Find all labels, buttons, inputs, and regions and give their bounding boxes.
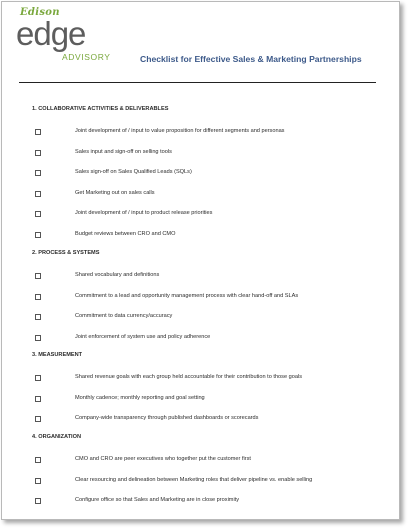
checkbox[interactable] <box>35 498 41 504</box>
checkbox[interactable] <box>35 129 41 135</box>
checklist-item: CMO and CRO are peer executives who together put the customer first <box>75 456 251 462</box>
checkbox[interactable] <box>35 478 41 484</box>
checkbox[interactable] <box>35 457 41 463</box>
checkbox[interactable] <box>35 232 41 238</box>
page-title: Checklist for Effective Sales & Marketing Partnerships <box>140 54 362 64</box>
checklist-item: Company-wide transparency through published dashboards or scorecards <box>75 415 259 422</box>
checkbox[interactable] <box>35 170 41 176</box>
logo-script: Edison <box>20 7 60 18</box>
checklist-item: Sales sign-off on Sales Qualified Leads (SQLs) <box>75 169 192 176</box>
checkbox[interactable] <box>35 273 41 279</box>
checkbox[interactable] <box>35 211 41 217</box>
checkbox[interactable] <box>35 150 41 156</box>
checkbox[interactable] <box>35 294 41 300</box>
checkbox[interactable] <box>35 396 41 402</box>
checklist-page <box>1 1 400 520</box>
logo-wordmark: edge <box>16 15 86 52</box>
section-title: 3. MEASUREMENT <box>32 352 83 358</box>
checkbox[interactable] <box>35 416 41 422</box>
checkbox[interactable] <box>35 335 41 341</box>
checklist-item: Budget reviews between CRO and CMO <box>75 231 176 237</box>
checklist-item: Shared vocabulary and definitions <box>75 272 160 278</box>
checklist-item: Configure office so that Sales and Marketing are in close proximity <box>75 497 240 504</box>
checklist-item: Clear resourcing and delineation between Marketing roles that deliver pipeline vs. enable selling <box>75 476 313 483</box>
logo-tagline: ADVISORY <box>62 52 111 62</box>
section-title: 4. ORGANIZATION <box>32 434 81 440</box>
checkbox[interactable] <box>35 191 41 197</box>
checklist-item: Joint development of / input to product release priorities <box>75 210 213 217</box>
section-title: 2. PROCESS & SYSTEMS <box>32 250 100 256</box>
checklist-item: Commitment to a lead and opportunity management process with clear hand-off and SLAs <box>75 292 299 299</box>
checklist-item: Sales input and sign-off on selling tools <box>75 148 172 155</box>
checklist-item: Commitment to data currency/accuracy <box>75 313 173 320</box>
checklist-item: Get Marketing out on sales calls <box>75 189 155 196</box>
checklist-item: Joint development of / input to value proposition for different segments and personas <box>75 128 285 134</box>
checkbox[interactable] <box>35 375 41 381</box>
checklist-item: Monthly cadence; monthly reporting and goal setting <box>75 394 205 401</box>
checkbox[interactable] <box>35 314 41 320</box>
section-title: 1. COLLABORATIVE ACTIVITIES & DELIVERABLES <box>32 106 169 112</box>
header-divider <box>19 82 376 83</box>
checklist-item: Shared revenue goals with each group held accountable for their contribution to those goals <box>75 374 303 380</box>
checklist-item: Joint enforcement of system use and policy adherence <box>75 333 211 340</box>
